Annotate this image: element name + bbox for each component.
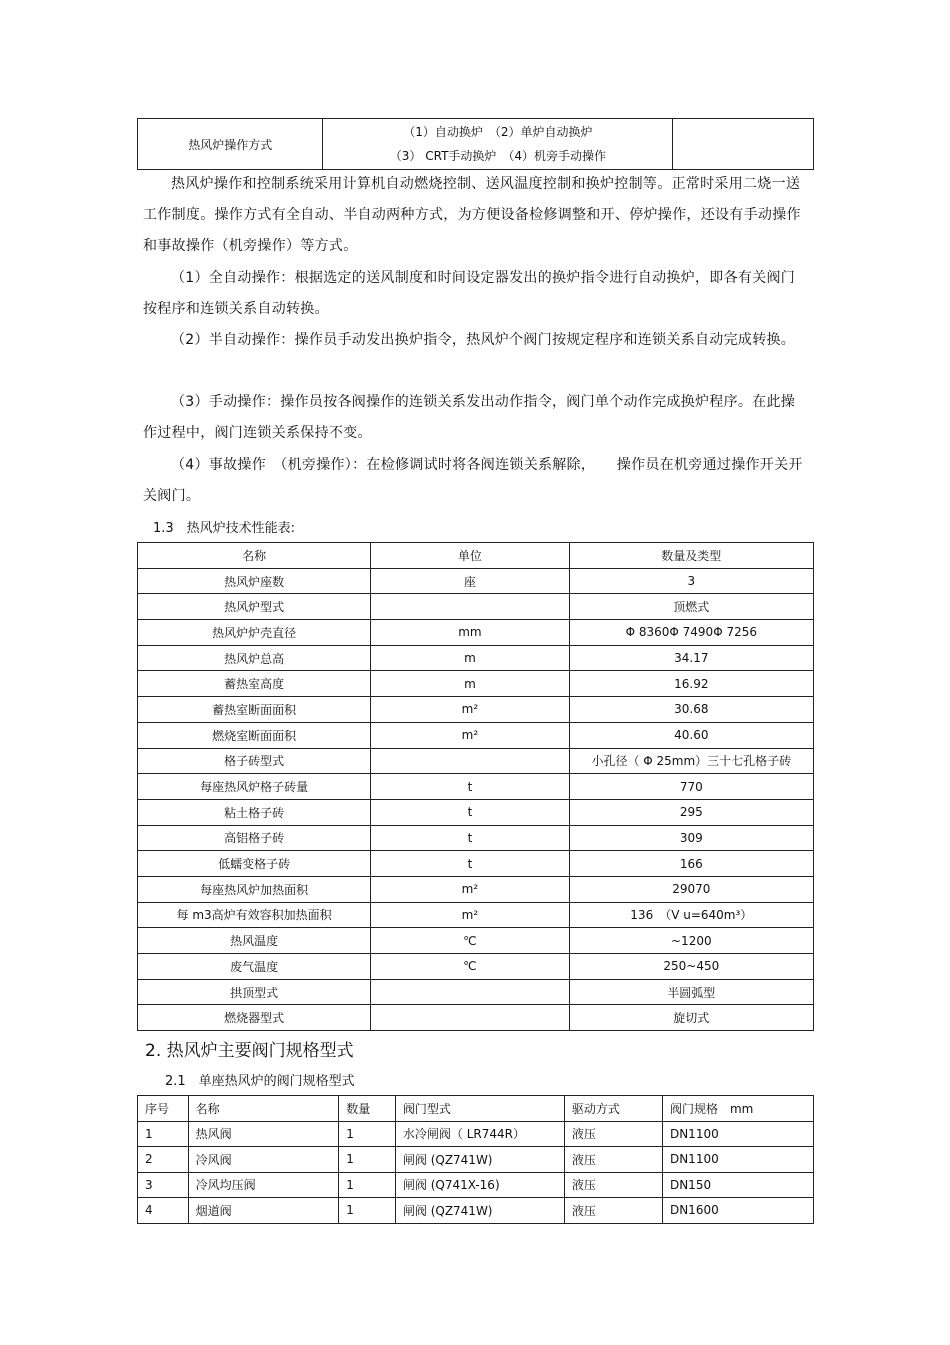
table-cell: 闸阀 (Q741X-16) xyxy=(395,1172,564,1198)
table-row xyxy=(138,645,814,671)
table-row xyxy=(138,954,814,980)
table-cell: 30.68 xyxy=(569,697,813,723)
table-cell xyxy=(371,1005,569,1031)
full-auto-paragraph: （1）全自动操作：根据选定的送风制度和时间设定器发出的换炉指令进行自动换炉，即各有关阀门按程序和连锁关系自动转换。 xyxy=(143,270,796,317)
operation-mode-table xyxy=(137,118,814,170)
table-cell xyxy=(371,594,569,620)
header-cell: 阀门规格 mm xyxy=(662,1096,813,1122)
table-cell: m² xyxy=(371,697,569,723)
table-cell: 4 xyxy=(138,1198,189,1224)
table-cell: ℃ xyxy=(371,954,569,980)
table-cell: 3 xyxy=(138,1172,189,1198)
table-cell: DN1600 xyxy=(662,1198,813,1224)
table-cell: t xyxy=(371,851,569,877)
table-cell: t xyxy=(371,799,569,825)
table-cell: 燃烧器型式 xyxy=(138,1005,371,1031)
table-cell: m² xyxy=(371,902,569,928)
table-cell: 热风阀 xyxy=(188,1121,339,1147)
table-row xyxy=(138,825,814,851)
perf-table-heading: 1.3 热风炉技术性能表: xyxy=(153,521,296,536)
table-cell: 蓄热室断面面积 xyxy=(138,697,371,723)
table-cell: 液压 xyxy=(564,1198,662,1224)
table-cell: m² xyxy=(371,876,569,902)
table-cell: 1 xyxy=(339,1172,396,1198)
table-row xyxy=(138,748,814,774)
header-cell: 数量及类型 xyxy=(569,543,813,569)
table-cell: 每座热风炉加热面积 xyxy=(138,876,371,902)
table-cell: 小孔径（ Φ 25mm）三十七孔格子砖 xyxy=(569,748,813,774)
table-cell: 拱顶型式 xyxy=(138,979,371,1005)
table-cell: 34.17 xyxy=(569,645,813,671)
table-row xyxy=(138,568,814,594)
table-cell: 冷风阀 xyxy=(188,1147,339,1173)
table-cell xyxy=(371,979,569,1005)
table-cell: 水冷闸阀（ LR744R） xyxy=(395,1121,564,1147)
table-row xyxy=(138,1172,814,1198)
table-cell: 1 xyxy=(339,1121,396,1147)
table-cell: m xyxy=(371,671,569,697)
table-cell: 250~450 xyxy=(569,954,813,980)
table-cell: m xyxy=(371,645,569,671)
table-cell: DN150 xyxy=(662,1172,813,1198)
table-cell: 29070 xyxy=(569,876,813,902)
header-cell: 名称 xyxy=(188,1096,339,1122)
table-cell: ~1200 xyxy=(569,928,813,954)
table-row xyxy=(138,979,814,1005)
table-row xyxy=(138,119,814,170)
table-row xyxy=(138,594,814,620)
mode-options-cell xyxy=(323,119,673,170)
table-cell: 295 xyxy=(569,799,813,825)
table-row xyxy=(138,722,814,748)
table-row xyxy=(138,799,814,825)
table-cell: 废气温度 xyxy=(138,954,371,980)
table-cell: DN1100 xyxy=(662,1121,813,1147)
table-cell: 旋切式 xyxy=(569,1005,813,1031)
table-cell: 液压 xyxy=(564,1147,662,1173)
empty-cell xyxy=(673,119,814,170)
table-row xyxy=(138,1147,814,1173)
table-cell: 低蠕变格子砖 xyxy=(138,851,371,877)
header-cell: 名称 xyxy=(138,543,371,569)
table-row xyxy=(138,928,814,954)
table-cell: 每座热风炉格子砖量 xyxy=(138,774,371,800)
table-cell: t xyxy=(371,825,569,851)
header-cell: 数量 xyxy=(339,1096,396,1122)
table-cell: 3 xyxy=(569,568,813,594)
table-cell: 高铝格子砖 xyxy=(138,825,371,851)
table-cell: 1 xyxy=(339,1198,396,1224)
table-cell: 热风炉炉壳直径 xyxy=(138,620,371,646)
table-cell: 闸阀 (QZ741W) xyxy=(395,1147,564,1173)
table-cell: 热风温度 xyxy=(138,928,371,954)
table-cell: 136 （V u=640m³） xyxy=(569,902,813,928)
table-cell: 液压 xyxy=(564,1172,662,1198)
mode-label-cell: 热风炉操作方式 xyxy=(138,119,323,170)
table-row xyxy=(138,697,814,723)
header-cell: 驱动方式 xyxy=(564,1096,662,1122)
table-cell: 每 m3高炉有效容积加热面积 xyxy=(138,902,371,928)
table-cell: m² xyxy=(371,722,569,748)
table-cell: 309 xyxy=(569,825,813,851)
emergency-paragraph: （4）事故操作 （机旁操作）：在检修调试时将各阀连锁关系解除， 操作员在机旁通过操作开关开关阀门。 xyxy=(143,457,803,504)
table-cell: Φ 8360Φ 7490Φ 7256 xyxy=(569,620,813,646)
table-header-row xyxy=(138,1096,814,1122)
table-cell: 顶燃式 xyxy=(569,594,813,620)
table-cell: 热风炉总高 xyxy=(138,645,371,671)
table-cell: 1 xyxy=(339,1147,396,1173)
table-row xyxy=(138,1198,814,1224)
header-cell: 序号 xyxy=(138,1096,189,1122)
table-cell: 燃烧室断面面积 xyxy=(138,722,371,748)
table-cell: 座 xyxy=(371,568,569,594)
table-header-row xyxy=(138,543,814,569)
semi-auto-paragraph: （2）半自动操作：操作员手动发出换炉指令，热风炉个阀门按规定程序和连锁关系自动完成转换。 xyxy=(171,332,796,348)
table-row xyxy=(138,671,814,697)
table-cell: 蓄热室高度 xyxy=(138,671,371,697)
table-cell: 770 xyxy=(569,774,813,800)
valve-table-heading: 2.1 单座热风炉的阀门规格型式 xyxy=(165,1074,355,1089)
table-row xyxy=(138,1121,814,1147)
table-cell: 热风炉座数 xyxy=(138,568,371,594)
header-cell: 单位 xyxy=(371,543,569,569)
table-row xyxy=(138,851,814,877)
valve-table xyxy=(137,1095,814,1224)
performance-table xyxy=(137,542,814,1031)
table-cell: DN1100 xyxy=(662,1147,813,1173)
mode-options-line-2: （3） CRT手动换炉 （4）机旁手动操作 xyxy=(389,149,607,163)
section-2-heading: 2. 热风炉主要阀门规格型式 xyxy=(145,1041,354,1061)
table-cell: 粘土格子砖 xyxy=(138,799,371,825)
table-row xyxy=(138,1005,814,1031)
table-row xyxy=(138,774,814,800)
table-cell: 格子砖型式 xyxy=(138,748,371,774)
table-cell: 166 xyxy=(569,851,813,877)
table-cell: 半圆弧型 xyxy=(569,979,813,1005)
table-cell: 闸阀 (QZ741W) xyxy=(395,1198,564,1224)
table-cell: t xyxy=(371,774,569,800)
table-cell: mm xyxy=(371,620,569,646)
table-cell: ℃ xyxy=(371,928,569,954)
table-row xyxy=(138,902,814,928)
table-cell xyxy=(371,748,569,774)
table-cell: 16.92 xyxy=(569,671,813,697)
table-cell: 冷风均压阀 xyxy=(188,1172,339,1198)
table-cell: 热风炉型式 xyxy=(138,594,371,620)
table-row xyxy=(138,620,814,646)
table-cell: 烟道阀 xyxy=(188,1198,339,1224)
table-cell: 液压 xyxy=(564,1121,662,1147)
table-row xyxy=(138,876,814,902)
table-cell: 40.60 xyxy=(569,722,813,748)
table-cell: 2 xyxy=(138,1147,189,1173)
intro-paragraph: 热风炉操作和控制系统采用计算机自动燃烧控制、送风温度控制和换炉控制等。正常时采用二烧一送工作制度。操作方式有全自动、半自动两种方式，为方便设备检修调整和开、停炉操作，还设有手动操作和事故操作（机旁操作）等方式。 xyxy=(143,176,801,254)
table-cell: 1 xyxy=(138,1121,189,1147)
manual-paragraph: （3）手动操作：操作员按各阀操作的连锁关系发出动作指令，阀门单个动作完成换炉程序。在此操作过程中，阀门连锁关系保持不变。 xyxy=(143,394,796,441)
mode-options-line-1: （1）自动换炉 （2）单炉自动换炉 xyxy=(403,125,593,139)
header-cell: 阀门型式 xyxy=(395,1096,564,1122)
